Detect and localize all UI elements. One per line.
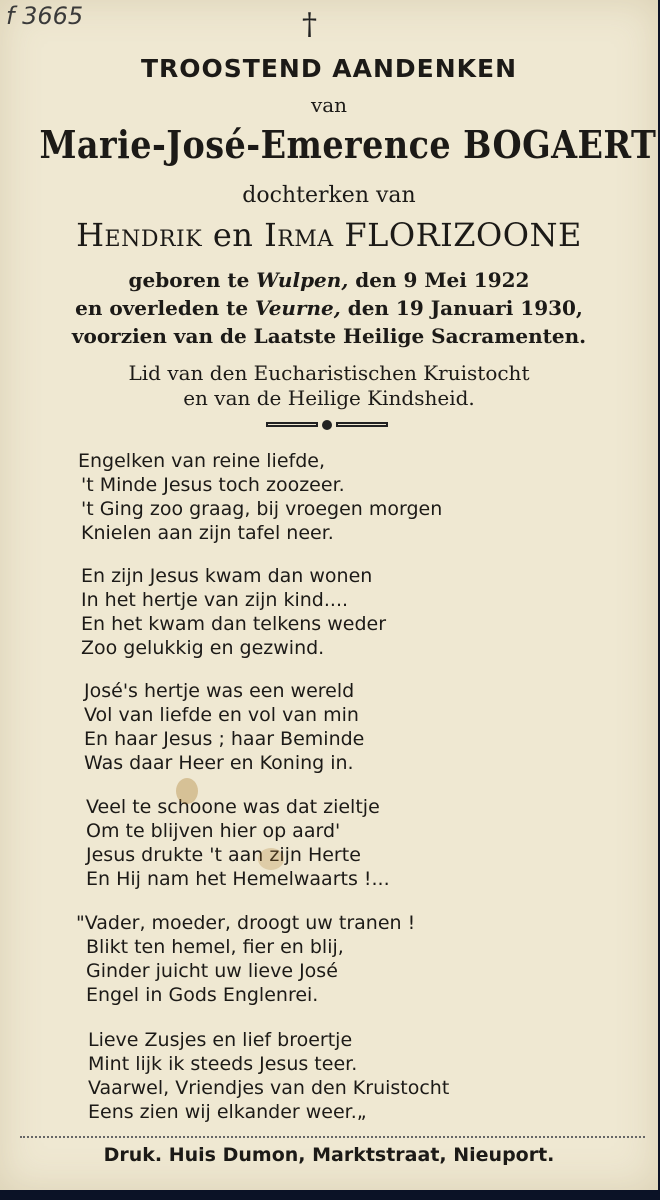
death-place: Veurne, bbox=[255, 296, 341, 320]
poem-line: Was daar Heer en Koning in. bbox=[84, 752, 354, 774]
death-line bbox=[0, 296, 658, 320]
father-first-name: Hendrik bbox=[76, 216, 203, 254]
poem-line: Lieve Zusjes en lief broertje bbox=[88, 1029, 353, 1051]
poem-line: Engel in Gods Englenrei. bbox=[86, 984, 319, 1006]
printer-credit: Druk. Huis Dumon, Marktstraat, Nieuport. bbox=[103, 1144, 555, 1166]
poem-line: In het hertje van zijn kind.... bbox=[81, 589, 349, 611]
poem-line: José's hertje was een wereld bbox=[84, 680, 355, 702]
ornament-bar-left bbox=[266, 422, 318, 427]
parents-surname: FLORIZOONE bbox=[344, 216, 582, 254]
paper-stain bbox=[258, 848, 284, 870]
ornament-divider bbox=[266, 420, 392, 430]
death-date: den 19 Januari 1930, bbox=[347, 296, 583, 320]
van-text: van bbox=[310, 93, 348, 117]
poem-line: Ginder juicht uw lieve José bbox=[86, 960, 338, 982]
poem-line: Om te blijven hier op aard' bbox=[86, 820, 341, 842]
poem-line: "Vader, moeder, droogt uw tranen ! bbox=[76, 912, 416, 934]
ornament-dot bbox=[322, 420, 332, 430]
poem-line: Eens zien wij elkander weer.„ bbox=[88, 1101, 367, 1123]
poem-line: En het kwam dan telkens weder bbox=[81, 613, 387, 635]
death-prefix: en overleden te bbox=[75, 296, 249, 320]
poem-line: Engelken van reine liefde, bbox=[78, 450, 325, 472]
poem-line: En Hij nam het Hemelwaarts !... bbox=[86, 868, 390, 890]
membership-line-2: en van de Heilige Kindsheid. bbox=[183, 386, 475, 410]
poem-line: Veel te schoone was dat zieltje bbox=[86, 796, 380, 818]
poem-line: Jesus drukte 't aan zijn Herte bbox=[86, 844, 361, 866]
birth-place: Wulpen, bbox=[256, 268, 349, 292]
deceased-name: Marie-José-Emerence BOGAERT bbox=[39, 122, 657, 167]
ornament-bar-right bbox=[336, 422, 388, 427]
poem-line: 't Minde Jesus toch zoozeer. bbox=[81, 474, 345, 496]
poem-line: Mint lijk ik steeds Jesus teer. bbox=[88, 1053, 358, 1075]
poem-line: Zoo gelukkig en gezwind. bbox=[81, 637, 325, 659]
membership-line-1: Lid van den Eucharistischen Kruistocht bbox=[128, 361, 530, 385]
mother-first-name: Irma bbox=[264, 216, 334, 254]
poem-line: 't Ging zoo graag, bij vroegen morgen bbox=[81, 498, 443, 520]
parents-names bbox=[0, 216, 658, 254]
and-text: en bbox=[212, 216, 254, 254]
poem-line: En zijn Jesus kwam dan wonen bbox=[81, 565, 373, 587]
card-title: TROOSTEND AANDENKEN bbox=[140, 54, 518, 83]
poem-line: En haar Jesus ; haar Beminde bbox=[84, 728, 365, 750]
birth-prefix: geboren te bbox=[128, 268, 250, 292]
poem-line: Knielen aan zijn tafel neer. bbox=[81, 522, 334, 544]
birth-date: den 9 Mei 1922 bbox=[355, 268, 530, 292]
dotted-divider bbox=[20, 1136, 645, 1138]
cross-icon: † bbox=[302, 7, 317, 42]
paper-stain bbox=[176, 778, 198, 804]
poem-line: Vol van liefde en vol van min bbox=[84, 704, 359, 726]
birth-line bbox=[0, 268, 658, 292]
poem-line: Blikt ten hemel, fier en blij, bbox=[86, 936, 344, 958]
archive-number: f 3665 bbox=[6, 2, 84, 30]
poem-line: Vaarwel, Vriendjes van den Kruistocht bbox=[88, 1077, 450, 1099]
daughter-of-text: dochterken van bbox=[242, 183, 416, 208]
sacraments-line: voorzien van de Laatste Heilige Sacramenten. bbox=[71, 324, 587, 348]
